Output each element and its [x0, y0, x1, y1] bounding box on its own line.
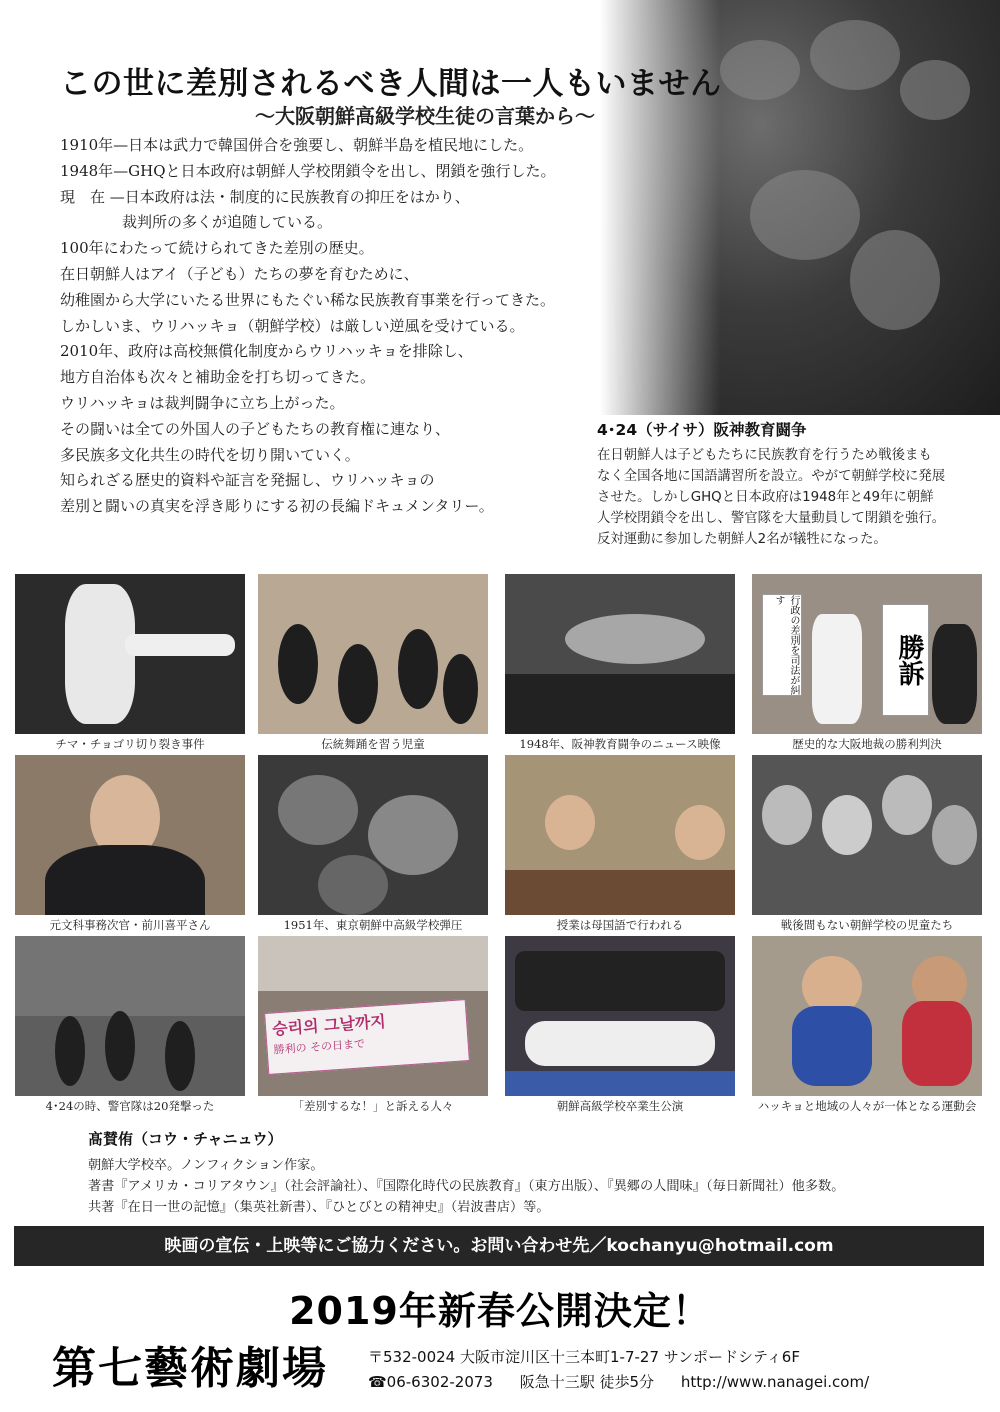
- history-line: なく全国各地に国語講習所を設立。やがて朝鮮学校に発展: [597, 469, 946, 484]
- story-line: 幼稚園から大学にいたる世界にもたぐい稀な民族教育事業を行ってきた。: [60, 290, 556, 309]
- photo-caption: 伝統舞踊を習う児童: [321, 737, 425, 751]
- story-line: 2010年、政府は高校無償化制度からウリハッキョを排除し、: [60, 342, 473, 361]
- story-line: 差別と闘いの真実を浮き彫りにする初の長編ドキュメンタリー。: [60, 497, 494, 516]
- placard-left: 行政の差別を司法が糾す: [762, 594, 802, 696]
- photo: [505, 936, 735, 1096]
- photo-card: [752, 574, 982, 754]
- photo-card: [752, 936, 982, 1116]
- photo: [752, 574, 982, 734]
- photo-card: [752, 755, 982, 935]
- author-line: 朝鮮大学校卒。ノンフィクション作家。: [88, 1158, 324, 1173]
- main-title: この世に差別されるべき人間は一人もいません: [60, 66, 722, 102]
- story-line: 1910年—日本は武力で韓国併合を強要し、朝鮮半島を植民地にした。: [60, 136, 534, 154]
- protest-banner: [264, 999, 470, 1075]
- story-line: 地方自治体も次々と補助金を打ち切ってきた。: [60, 368, 376, 387]
- theater-access: 阪急十三駅 徒歩5分: [519, 1373, 655, 1391]
- story-line: その闘いは全ての外国人の子どもたちの教育権に連なり、: [60, 419, 451, 438]
- photo: [752, 755, 982, 915]
- photo-card: [505, 936, 735, 1116]
- story-line: ウリハッキョは裁判闘争に立ち上がった。: [60, 393, 345, 412]
- history-line: 在日朝鮮人は子どもたちに民族教育を行うため戦後まも: [597, 448, 932, 463]
- photo: [752, 936, 982, 1096]
- photo: [505, 574, 735, 734]
- photo: [15, 755, 245, 915]
- author-line: 著書『アメリカ・コリアタウン』（社会評論社）、『国際化時代の民族教育』（東方出版）、『異郷の人間味』（毎日新聞社）他多数。: [88, 1179, 845, 1194]
- photo-card: [258, 936, 488, 1116]
- history-title: 4･24（サイサ）阪神教育闘争: [597, 421, 807, 439]
- photo-caption: 朝鮮高級学校卒業生公演: [556, 1099, 684, 1113]
- theater-url[interactable]: http://www.nanagei.com/: [680, 1373, 870, 1391]
- placard-right: 勝訴: [882, 604, 929, 716]
- story-line: 多民族多文化共生の時代を切り開いていく。: [60, 445, 360, 464]
- author-profile: [88, 1128, 844, 1218]
- photo-grid: [0, 572, 1000, 1122]
- photo-card: [258, 574, 488, 754]
- history-text: [597, 445, 967, 550]
- subtitle: 〜大阪朝鮮高級学校生徒の言葉から〜: [255, 104, 595, 128]
- story-line: 現 在 —日本政府は法・制度的に民族教育の抑圧をはかり、: [60, 187, 470, 206]
- photo-caption: チマ・チョゴリ切り裂き事件: [55, 737, 205, 751]
- story-line: 在日朝鮮人はアイ（子ども）たちの夢を育むために、: [60, 264, 419, 283]
- photo-caption: 戦後間もない朝鮮学校の児童たち: [780, 918, 954, 932]
- story-text: [60, 133, 600, 520]
- photo: [505, 755, 735, 915]
- photo-caption: 歴史的な大阪地裁の勝利判決: [792, 737, 942, 751]
- history-line: させた。しかしGHQと日本政府は1948年と49年に朝鮮: [597, 490, 934, 505]
- photo-card: [505, 755, 735, 935]
- contact-bar: 映画の宣伝・上映等にご協力ください。お問い合わせ先／kochanyu@hotmail.com: [14, 1226, 984, 1266]
- author-line: 共著『在日一世の記憶』（集英社新書）、『ひとびとの精神史』（岩波書店）等。: [88, 1200, 550, 1215]
- author-name: 髙賛侑（コウ・チャニュウ）: [88, 1130, 283, 1148]
- photo: [15, 574, 245, 734]
- photo: [258, 936, 488, 1096]
- history-line: 人学校閉鎖令を出し、警官隊を大量動員して閉鎖を強行。: [597, 511, 946, 526]
- theater-contact: [368, 1371, 891, 1392]
- photo-card: [258, 755, 488, 935]
- photo-card: [505, 574, 735, 754]
- banner-sub-text: 勝利の その日まで: [273, 1037, 366, 1057]
- release-announcement: 2019年新春公開決定！: [289, 1289, 711, 1333]
- theater-tel: ☎06-6302-2073: [368, 1373, 493, 1391]
- photo-caption: 「差別するな！」と訴える人々: [292, 1099, 454, 1113]
- story-line: 知られざる歴史的資料や証言を発掘し、ウリハッキョの: [60, 471, 435, 490]
- photo-card: [15, 574, 245, 754]
- history-line: 反対運動に参加した朝鮮人2名が犠牲になった。: [597, 532, 887, 547]
- photo: [258, 755, 488, 915]
- theater-name: 第七藝術劇場: [52, 1343, 328, 1394]
- photo: [15, 936, 245, 1096]
- photo-caption: 元文科事務次官・前川喜平さん: [49, 918, 211, 932]
- story-line: しかしいま、ウリハッキョ（朝鮮学校）は厳しい逆風を受けている。: [60, 316, 525, 335]
- photo-caption: ハッキョと地域の人々が一体となる運動会: [757, 1099, 977, 1113]
- story-line: 1948年—GHQと日本政府は朝鮮人学校閉鎖令を出し、閉鎖を強行した。: [60, 161, 556, 180]
- photo-caption: 1951年、東京朝鮮中高級学校弾圧: [283, 918, 463, 932]
- theater-address: 〒532-0024 大阪市淀川区十三本町1-7-27 サンポードシティ6F: [368, 1348, 800, 1366]
- photo-caption: 授業は母国語で行われる: [556, 918, 684, 932]
- photo-card: [15, 936, 245, 1116]
- photo: [258, 574, 488, 734]
- story-line: 裁判所の多くが追随している。: [122, 213, 333, 232]
- photo-caption: 4･24の時、警官隊は20発撃った: [45, 1099, 215, 1113]
- banner-main-text: 승리의 그날까지: [271, 1011, 387, 1039]
- story-line: 100年にわたって続けられてきた差別の歴史。: [60, 239, 374, 258]
- photo-caption: 1948年、阪神教育闘争のニュース映像: [519, 737, 721, 751]
- photo-card: [15, 755, 245, 935]
